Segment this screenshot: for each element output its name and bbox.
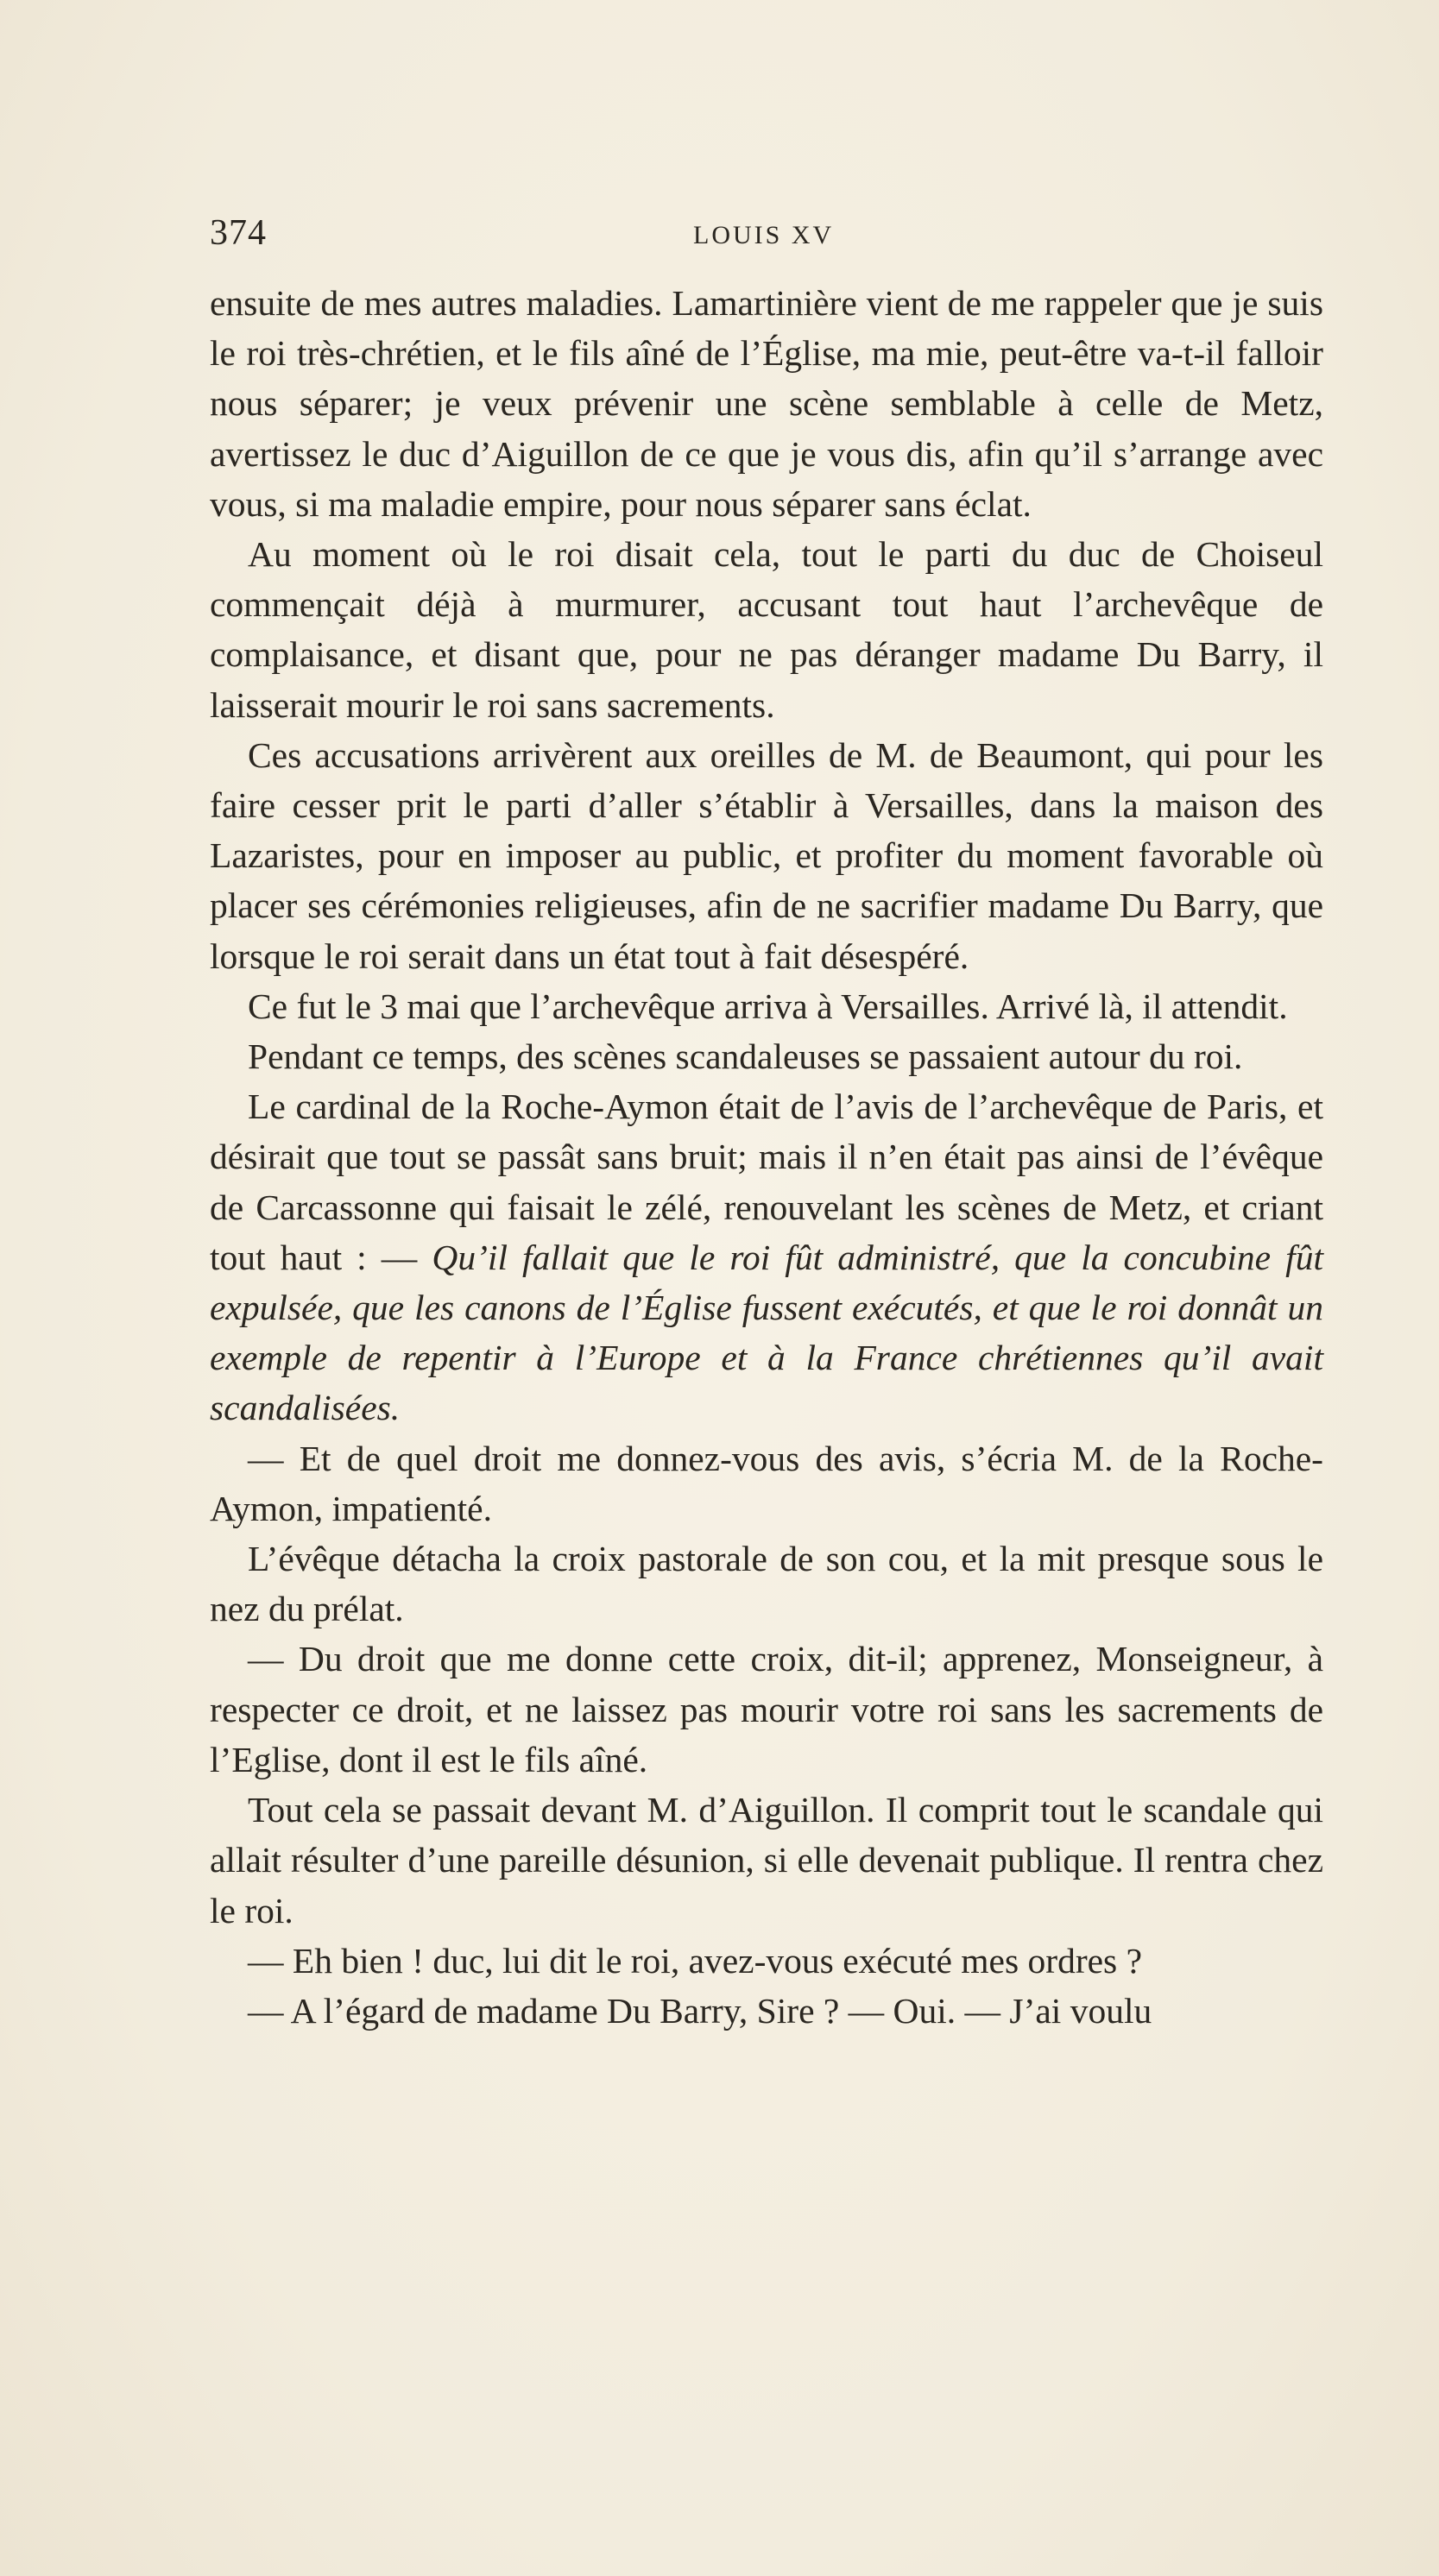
- paragraph-12: — A l’égard de madame Du Barry, Sire ? — Oui. — J’ai voulu: [248, 1990, 1152, 2031]
- page-number: 374: [210, 213, 267, 253]
- paragraph-3: Ces accusations arrivèrent aux oreilles de M. de Beaumont, qui pour les faire cesser prit le parti d’aller s’établir à Versailles, dans la maison des Lazaristes, pour en imposer au public, et profiter du moment favorable où placer ses cérémonies religieuses, afin de ne sacrifier madame Du Barry, que lorsque le roi serait dans un état tout à fait désespéré.: [210, 734, 1323, 976]
- paragraph-10: Tout cela se passait devant M. d’Aiguillon. Il comprit tout le scandale qui allait résulter d’une pareille désunion, si elle devenait publique. Il rentra chez le roi.: [210, 1790, 1323, 1930]
- paragraph-9: — Du droit que me donne cette croix, dit-il; apprenez, Monseigneur, à respecter ce droit, et ne laissez pas mourir votre roi sans les sacrements de l’Eglise, dont il est le fils aîné.: [210, 1639, 1323, 1779]
- paragraph-4: Ce fut le 3 mai que l’archevêque arriva à Versailles. Arrivé là, il attendit.: [248, 986, 1288, 1026]
- page-header: [210, 212, 1323, 264]
- paragraph-6: [210, 1081, 1323, 1433]
- paragraph-6-roman: Le cardinal de la Roche-Aymon était de l’avis de l’archevêque de Paris, et désirait que tout se passât sans bruit; mais il n’en était pas ainsi de l’évêque de Carcassonne qui faisait le zélé, renouvelant les scènes de Metz, et criant tout haut : —: [210, 1086, 1323, 1277]
- paragraph-7: — Et de quel droit me donnez-vous des avis, s’écria M. de la Roche-Aymon, impatienté.: [210, 1438, 1323, 1528]
- paragraph-1: ensuite de mes autres maladies. Lamartinière vient de me rappeler que je suis le roi très-chrétien, et le fils aîné de l’Église, ma mie, peut-être va-t-il falloir nous séparer; je veux prévenir une scène semblable à celle de Metz, avertissez le duc d’Aiguillon de ce que je vous dis, afin qu’il s’arrange avec vous, si ma maladie empire, pour nous séparer sans éclat.: [210, 283, 1323, 524]
- paragraph-2: Au moment où le roi disait cela, tout le parti du duc de Choiseul commençait déjà à murmurer, accusant tout haut l’archevêque de complaisance, et disant que, pour ne pas déranger madame Du Barry, il laisserait mourir le roi sans sacrements.: [210, 534, 1323, 725]
- paragraph-5: Pendant ce temps, des scènes scandaleuses se passaient autour du roi.: [248, 1036, 1243, 1077]
- paragraph-8: L’évêque détacha la croix pastorale de son cou, et la mit presque sous le nez du prélat.: [210, 1539, 1323, 1629]
- running-title: LOUIS XV: [693, 221, 835, 249]
- paragraph-6-italic-quote: Qu’il fallait que le roi fût administré, que la concubine fût expulsée, que les canons de l’Église fussent exécutés, et que le roi donnât un exemple de repentir à l’Europe et à la France chrétiennes qu’il avait scandalisées.: [210, 1237, 1323, 1428]
- paragraph-11: — Eh bien ! duc, lui dit le roi, avez-vous exécuté mes ordres ?: [248, 1940, 1143, 1981]
- body-text: [210, 278, 1323, 2036]
